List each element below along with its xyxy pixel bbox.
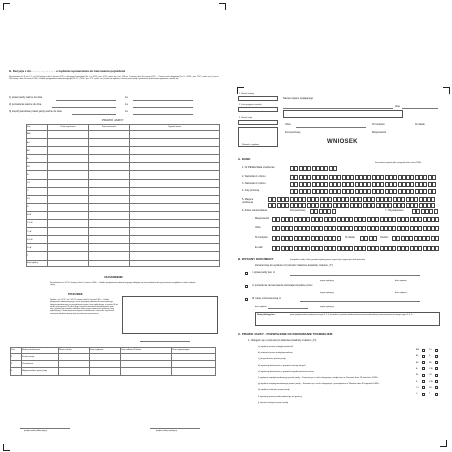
table-cell[interactable] [130,195,220,203]
phone-cell[interactable] [435,236,439,241]
pesel-cell[interactable] [333,166,337,171]
category-label: D1+E [27,236,48,244]
table-cell[interactable] [48,179,89,187]
side-label: 2. Data przyjęcia wniosku [239,104,262,106]
table-cell[interactable] [89,147,130,155]
b-checkbox-3[interactable] [245,298,248,301]
za-label: za [125,110,128,113]
table-cell[interactable] [48,260,89,267]
citizenship-cell[interactable] [434,209,438,214]
card-number-box[interactable] [238,120,278,125]
c-option: i) wymianę prawa jazdy wydanego za granicą [258,395,303,398]
table-cell[interactable] [48,228,89,236]
col-header: Numer druku [59,348,90,354]
table-cell[interactable] [48,187,89,195]
side-label: Wniosek o wydanie [242,144,260,146]
side-label: 3. Numer karty [239,117,253,119]
validity-item-2: 2) pozwolenie ważne do dnia [9,103,42,106]
row-number: 2 [11,361,22,368]
table-cell[interactable] [48,195,89,203]
category-check-label: T [429,393,431,396]
table-cell[interactable] [121,368,172,376]
phone-label: Telefon⁴ [380,236,390,239]
table-cell[interactable] [59,354,90,361]
table-cell[interactable] [130,244,220,252]
row-number: 1 [11,354,22,361]
b-item-3: III. kartę motorowerową nr [252,297,282,300]
table-cell[interactable] [48,131,89,139]
table-cell[interactable] [48,252,89,260]
category-checkbox[interactable] [422,374,425,377]
b-item-1: I. prawo jazdy kat. nr [252,271,276,274]
fill-line[interactable] [133,100,193,101]
fill-line[interactable] [56,100,116,101]
category-label: T [27,252,48,260]
category-checkbox[interactable] [422,367,425,370]
table-cell[interactable] [89,131,130,139]
category-checkbox[interactable] [422,355,425,358]
a-row-label: 5. Miejsce urodzenia [242,198,254,204]
category-label: B [27,171,48,179]
category-label: A2 [27,147,48,155]
date-box[interactable] [238,107,278,112]
corner-mark [443,87,450,94]
b-box-label: Dodaj obsługę kto – [257,314,277,316]
table-cell[interactable] [130,179,220,187]
category-checkbox[interactable] [435,393,438,396]
street-cell[interactable] [435,226,439,231]
a-row-label: 2. Nazwisko 1 członu [242,175,266,178]
table-cell[interactable] [48,244,89,252]
category-check-label: CE [429,374,432,377]
signature-caption: podpis osoby wydającej [156,430,178,432]
fill-line[interactable] [268,308,308,309]
col-header: Rodzaj dokumentu [22,348,59,354]
registration-box[interactable] [238,96,278,101]
col-header: Data ważności [89,125,130,131]
row-number: 3 [11,368,22,376]
city-row-label: Miejscowość [255,217,270,220]
section-c-heading: C. PRAWO JAZDY - POZWOLENIE NA KIEROWANIE TRAMWAJEM [238,332,333,336]
category-check-label: D [429,355,431,358]
signature-line[interactable] [150,428,200,429]
category-checkbox[interactable] [435,349,438,352]
document-type: Pozwolenie [22,361,59,368]
stamp-area [122,296,218,334]
table-cell[interactable] [89,139,130,147]
category-label: A1 [27,139,48,147]
building-row-label: Nr budynku [255,236,268,239]
form-title: WNIOSEK [327,139,358,145]
c-option: b) zamiana prawa jazdy/pozwolenia [258,352,293,355]
category-checkbox[interactable] [435,367,438,370]
table-cell[interactable] [48,147,89,155]
fill-line[interactable] [300,301,420,302]
table-cell[interactable] [89,228,130,236]
table-cell[interactable] [172,354,216,361]
apartment-cell[interactable] [373,236,377,241]
section-a-heading: A. DANE [238,157,251,161]
col-header: Data wydania [90,348,121,354]
c-option: j) zmiana kategorii prawa jazdy [258,401,289,404]
license-table [26,124,220,267]
fill-line[interactable] [296,127,366,128]
table-cell[interactable] [89,236,130,244]
category-check-label: BE [429,361,432,364]
b-checkbox-2[interactable] [245,285,248,288]
table-cell[interactable] [90,361,121,368]
table-cell[interactable] [130,236,220,244]
table-cell[interactable] [130,211,220,219]
surname2-cell[interactable] [432,182,436,187]
category-check-label: B [416,380,418,383]
birthplace-cell[interactable] [431,197,435,202]
email-label: E-mail⁴ [255,246,264,249]
category-checkbox[interactable] [435,380,438,383]
category-check-label: C [416,393,418,396]
col-header: Poz. [11,348,22,354]
organ-stamp-box[interactable] [283,110,403,118]
c-option: d) wymianę dokumentu z powodu zmiany danych [258,364,306,367]
b-box-text: prawo jazdy/pozwolenie wydane przez organ S. F. G. pozwolenie z powodu uszkodzenia/zniszczenia/utraty/kradzieży. wymiana/wymiana do nowego organu S. F. G. [290,314,413,316]
documents-table [10,347,216,376]
table-cell[interactable] [48,211,89,219]
fill-line[interactable] [133,107,193,108]
table-cell[interactable] [89,203,130,211]
category-check-label: A2 [416,361,419,364]
uzasadnienie-text: Na podstawie art. 107 § 4 ustawy z dnia 14 czerwca 1960 r. – Kodeks postępowania administracyjnego odstępuje się od uzasadnienia decyzji, ponieważ uwzględnia w całości żądanie strony. [50,282,196,287]
a-row-label: 6. Adres zamieszkania [242,209,268,212]
category-label: C [27,187,48,195]
corner-mark [3,3,10,10]
corner-mark [219,3,226,10]
postcode-label: Kod pocztowy [285,131,301,134]
table-cell[interactable] [130,147,220,155]
table-cell[interactable] [48,203,89,211]
col-header: Data odbioru/Telefon [121,348,172,354]
validity-item-1: 1) prawo jazdy ważne do dnia [9,96,43,99]
a-row-label: 1. Nr PESEL/Data urodzenia¹ [242,166,275,169]
c-intro: 1. Ubiegam się o (zaznaczyć właściwe kwadraty znakiem „X”): [248,339,317,342]
decision-heading: H. Decyzja z dn. . . . . . . . . . . . . . . o wydaniu uprawnienia do kierowania pojazdami [9,69,126,73]
category-checkbox[interactable] [422,380,425,383]
col-header: Data wydania/ppo [172,348,216,354]
a-row-label: 4. Imię (imiona) [242,189,260,192]
birthplace-cell[interactable] [431,203,435,208]
category-label: B+E [27,211,48,219]
col-header: Ograniczenia [130,125,220,131]
kod-label: Kod pocztowy [290,209,306,212]
category-label: B1 [27,163,48,171]
category-check-label: A1 [416,355,419,358]
pouczenie-title: POUCZENIE [68,293,83,296]
table-cell[interactable] [89,252,130,260]
category-checkbox[interactable] [435,361,438,364]
category-label: D [27,203,48,211]
document-type: Międzynarodowe prawo jazdy [22,368,59,376]
table-cell[interactable] [48,236,89,244]
table-cell[interactable] [59,361,90,368]
street-row-label: Ulica [255,226,261,229]
city-label: Miejscowość [372,131,387,134]
table-cell[interactable] [89,171,130,179]
c-option: f) wydanie międzynarodowego prawa jazdy – Konwencja o ruchu drogowym, podpisana w Genewie dnia 19 września 1949 r. [258,377,379,379]
c-option: c) przywrócenie prawa jazdy [258,358,286,361]
category-check-label: B1 [416,374,419,377]
table-cell[interactable] [130,187,220,195]
category-label: D+E [27,244,48,252]
a-note: Data urodzenia wypełnia tylko w przypadku braku numeru PESEL [375,163,422,164]
table-cell[interactable] [89,195,130,203]
table-cell[interactable] [130,220,220,228]
section-b-note: (uzupełnia osoba, która posiada wydany przez organ kraju wytycznych dokumentów) [290,259,366,261]
b-checkbox-1[interactable] [245,272,248,275]
surname-cell[interactable] [432,175,436,180]
fill-line[interactable] [72,114,116,115]
postcode-cell[interactable] [332,209,336,214]
category-checkbox[interactable] [422,393,425,396]
col-header: Data uzyskania [48,125,89,131]
fill-line[interactable] [402,108,438,109]
col-header: Kat. [27,125,48,131]
legal-note: Na podstawie art. 11 ust. 1–5, art. 104 ustawy z dnia 5 stycznia 2011 r. o kierujących pojazdami (Dz. U. z 2014 r. poz. 1276, z późn. zm.) i art. 108 ust. 1 ustawy z dnia 30 czerwca 1997 r. – Prawo o ruchu drogowym (Dz. U. z 2022 r. poz. 1227, z późn. zm.) oraz art. 104 ustawy z dnia 14 czerwca 1960 r. Kodeks postępowania administracyjnego (Dz. U. z 2024 r. poz. 572, z późn. zm.) orzeka się wydanie, w formie prawa jazdy, uprawnienia do kierowania pojazdami i określa się: [9,76,219,81]
date-caption: data wydania [255,306,267,308]
c-option: h) wydanie wtórnika prawa jazdy [258,389,290,392]
c-option: g) wydanie międzynarodowego prawa jazdy – Konwencja o ruchu drogowym, sporządzona w Wiedniu dnia 8 listopada 1968 r. [258,383,380,386]
table-cell[interactable] [48,220,89,228]
signature-caption: podpis osoby odbierającej [24,430,48,432]
citizenship-label: 7. Obywatelstwo [385,209,404,212]
table-cell[interactable] [89,179,130,187]
category-label: C1 [27,179,48,187]
category-check-label: C1 [416,386,419,389]
dnia-label: dnia [395,105,400,108]
table-cell[interactable] [90,354,121,361]
table-cell[interactable] [130,203,220,211]
category-checkbox[interactable] [435,355,438,358]
category-check-label: A [416,367,418,370]
organ-caption: organ wydający [320,292,334,294]
category-check-label: AM [416,349,419,351]
category-check-label: D1 [429,349,432,351]
table-cell[interactable] [89,163,130,171]
table-cell[interactable] [48,139,89,147]
a-row-label: 3. Nazwisko 2 członu [242,182,266,185]
table-cell[interactable] [48,171,89,179]
apartment-row-label: Nr lokalu [345,236,355,239]
table-cell[interactable] [130,228,220,236]
category-check-label: DE [429,386,432,389]
table-cell[interactable] [89,244,130,252]
fill-line[interactable] [283,108,393,109]
date-caption: data wydania [395,280,407,282]
table-cell[interactable] [48,155,89,163]
firstname-cell[interactable] [432,189,436,194]
organ-caption: organ wydający [320,280,334,282]
table-cell[interactable] [90,368,121,376]
license-table-title: PRAWO JAZDY [102,118,124,122]
za-label: za [125,96,128,99]
fill-line[interactable] [290,275,420,276]
c-option: a) wydanie prawa jazdy/pozwolenia² [258,346,294,348]
signature-line[interactable] [20,428,70,429]
table-cell[interactable] [89,187,130,195]
section-b-heading: B. WYDANY DOKUMENT [238,257,274,261]
date-caption: data wydania [395,292,407,294]
street-label: Ulica [285,123,291,126]
table-cell[interactable] [89,220,130,228]
table-cell[interactable] [130,155,220,163]
table-cell[interactable] [48,163,89,171]
table-cell[interactable] [130,260,220,267]
category-checkbox[interactable] [422,349,425,352]
category-label: C+E [27,228,48,236]
organ-label: Nazwa organu wydającego [283,97,314,100]
side-label: 1. Numer kolejny [239,93,255,95]
signature-line[interactable] [140,341,190,342]
apartment-label: Nr lokalu [415,123,425,126]
table-cell[interactable] [130,163,220,171]
organ-caption: organ wydający [320,306,334,308]
category-checkbox[interactable] [422,386,425,389]
category-checkbox[interactable] [435,374,438,377]
table-cell[interactable] [89,260,130,267]
corner-mark [3,444,10,451]
building-cell[interactable] [337,236,341,241]
category-check-label: C1E [429,367,433,370]
category-label: C1+E [27,220,48,228]
table-cell[interactable] [130,131,220,139]
b-item-2: II. pozwolenie do kierowania tramwajem/wydane przez [252,284,313,287]
table-cell[interactable] [121,361,172,368]
category-checkbox[interactable] [435,386,438,389]
table-cell[interactable] [121,354,172,361]
table-cell[interactable] [172,361,216,368]
fill-line[interactable] [52,107,116,108]
uzasadnienie-title: UZASADNIENIE [104,276,123,279]
table-cell[interactable] [59,368,90,376]
table-cell[interactable] [130,252,220,260]
pouczenie-text: Zgodnie z art. 127 § 1 i art. 129 § 2 ustawy z dnia 14 czerwca 1960 r. – Kodeks postępowania administracyjnego, stronie przysługuje odwołanie do samorządowego kolegium odwoławczego, za pośrednictwem organu, który wydał decyzję, w terminie 14 dni od dnia jej doręczenia. W trakcie biegu terminu do wniesienia odwołania strona może zrzec się prawa do wniesienia odwołania wobec organu administracji publicznej, który wydał decyzję. Z dniem doręczenia organowi oświadczenia o zrzeczeniu się prawa do wniesienia odwołania decyzja staje się ostateczna i prawomocna. [50,299,118,315]
c-option: e) wymianę dokumentu z powodu zagubienia/zniszczenia [258,370,314,373]
category-check-label: D1E [429,380,433,383]
building-label: Nr budynku [372,123,385,126]
validity-item-3: 3) międzynarodowe prawo jazdy ważne do dnia [9,110,62,113]
city-cell[interactable] [435,217,439,222]
category-label: D1 [27,195,48,203]
category-checkbox[interactable] [422,361,425,364]
table-cell[interactable] [172,368,216,376]
corner-mark [440,440,447,447]
table-cell[interactable] [89,155,130,163]
table-cell[interactable] [89,211,130,219]
table-cell[interactable] [130,139,220,147]
za-label: za [125,103,128,106]
kod-label: Kod ogólny [27,260,48,267]
document-type: Prawo jazdy [22,354,59,361]
fill-line[interactable] [133,114,193,115]
email-cell[interactable] [435,246,439,251]
category-label: A [27,155,48,163]
table-cell[interactable] [130,171,220,179]
b-intro: Zwracam/się do wydania mi (zaznacz właściwe kwadraty znakiem „X”) [255,264,333,267]
category-label: AM [27,131,48,139]
